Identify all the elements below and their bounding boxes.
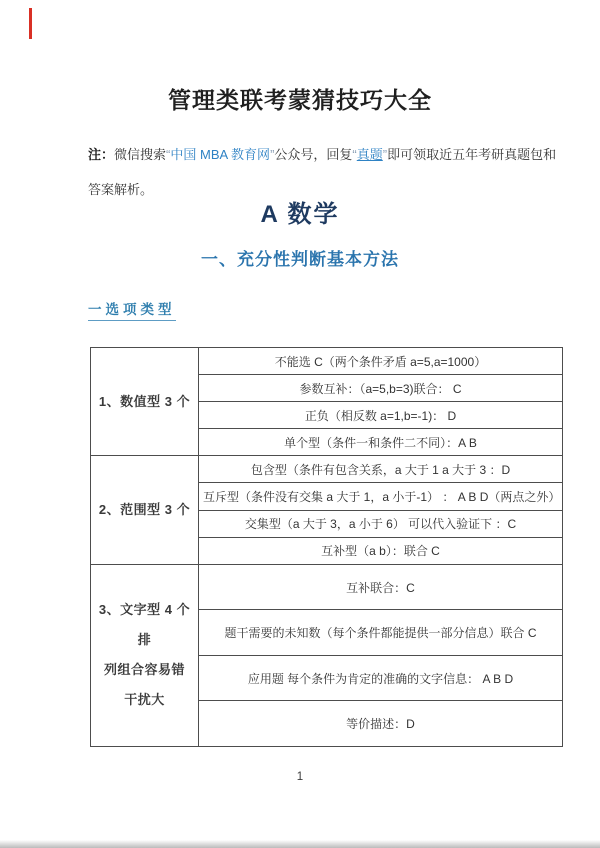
- note-segment: 注：: [88, 147, 115, 162]
- table-row: [91, 456, 563, 483]
- wechat-account-link[interactable]: 中国 MBA 教育网: [170, 147, 271, 162]
- table-cell: 单个型（条件一和条件二不同）：A B: [199, 429, 563, 456]
- table-cell: 不能选 C（两个条件矛盾 a=5,a=1000）: [199, 348, 563, 375]
- table-cell: 包含型（条件有包含关系，a 大于 1 a 大于 3 ：D: [199, 456, 563, 483]
- note-segment: ”: [382, 147, 388, 162]
- section-heading-a: A 数学: [260, 201, 340, 228]
- note-segment: 微信搜索: [114, 147, 167, 162]
- zhenti-link[interactable]: 真题: [356, 147, 383, 162]
- group-label-line: 2、范围型 3 个: [98, 502, 191, 518]
- note-segment: ”: [270, 147, 275, 162]
- note-segment: 即可领取近五年考研真题包和: [387, 147, 557, 162]
- table-cell: 互补联合：C: [199, 564, 563, 610]
- section-subheading: 一、充分性判断基本方法: [201, 250, 399, 269]
- list-type-label: 一选项类型: [88, 298, 176, 321]
- page-title: 管理类联考蒙猜技巧大全: [168, 87, 432, 113]
- table-cell: 应用题 每个条件为肯定的准确的文字信息： A B D: [199, 655, 563, 701]
- group-label-cell: [91, 456, 199, 564]
- group-label-line: 干扰大: [124, 692, 165, 708]
- group-label-line: 列组合容易错: [103, 662, 185, 678]
- table-row: [91, 564, 563, 610]
- option-type-table-wrap: [90, 347, 563, 747]
- table-cell: 互补型（a b）：联合 C: [199, 537, 563, 564]
- note-segment: 答案解析。: [88, 182, 154, 197]
- group-label-line: 1、数值型 3 个: [98, 393, 191, 409]
- table-row: [91, 348, 563, 375]
- table-cell: 正负（相反数 a=1,b=-1)： D: [199, 402, 563, 429]
- group-label-line: 3、文字型 4 个排: [98, 602, 191, 648]
- option-type-table: [90, 347, 563, 747]
- note-segment: “: [352, 147, 357, 162]
- table-cell: 参数互补：（a=5,b=3)联合： C: [199, 375, 563, 402]
- table-cell: 题干需要的未知数（每个条件都能提供一部分信息）联合 C: [199, 610, 563, 656]
- red-artifact-mark: [29, 8, 32, 39]
- note-segment: “: [166, 147, 171, 162]
- page-number: 1: [296, 771, 304, 783]
- group-label-cell: [91, 348, 199, 456]
- table-cell: 交集型（a 大于 3，a 小于 6） 可以代入验证下 ：C: [199, 510, 563, 537]
- note-segment: 公众号，回复: [274, 147, 353, 162]
- group-label-cell: [91, 564, 199, 746]
- table-cell: 等价描述：D: [199, 701, 563, 747]
- bottom-shadow: [0, 840, 600, 848]
- option-type-table-body: [91, 348, 563, 747]
- table-cell: 互斥型（条件没有交集 a 大于 1，a 小于-1） ： A B D（两点之外）: [199, 483, 563, 510]
